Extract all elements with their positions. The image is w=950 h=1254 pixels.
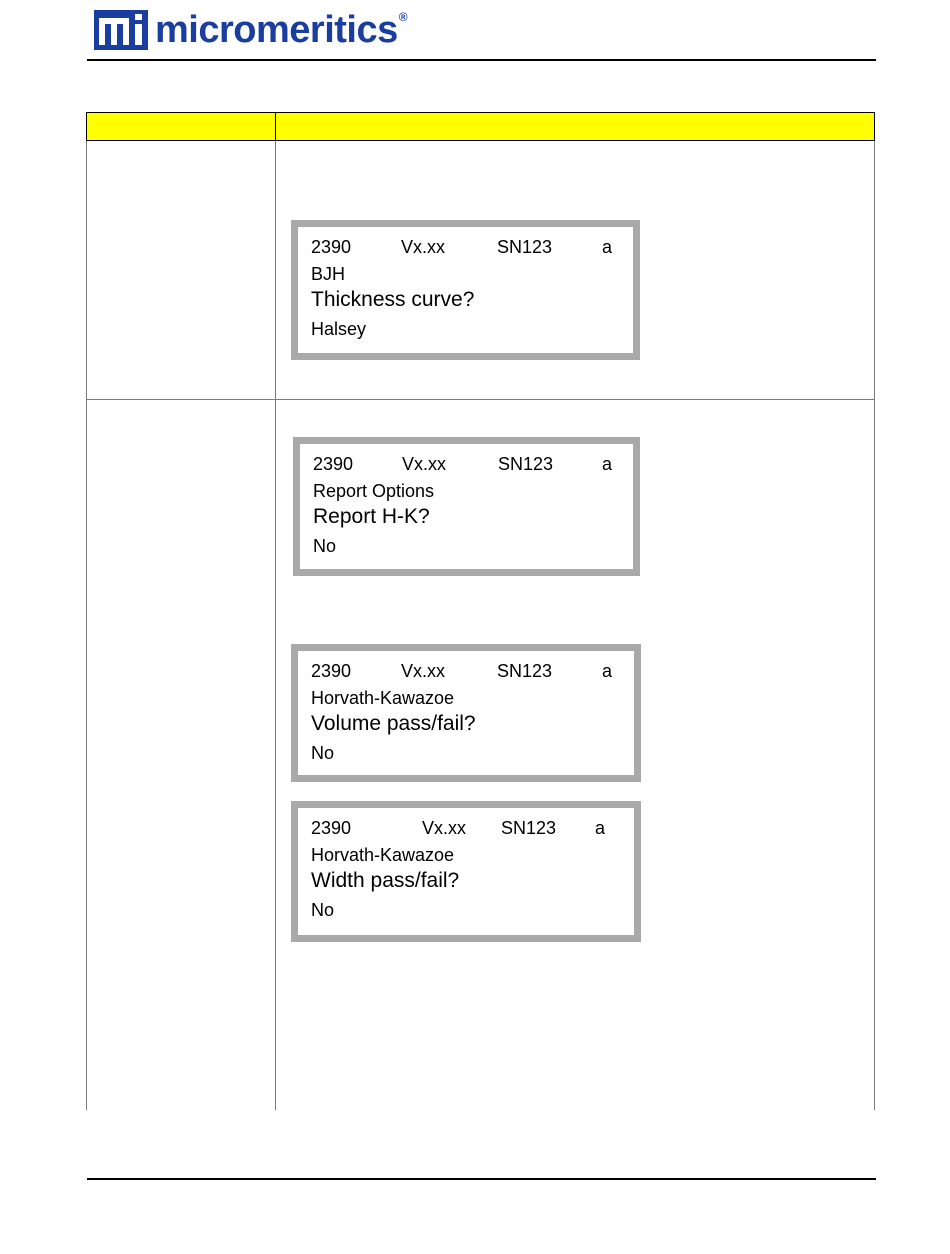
table-header-cell-field [86, 112, 276, 141]
lcd-prompt-line: Thickness curve? [311, 288, 475, 311]
logo-wordmark: micromeritics® [155, 9, 408, 51]
lcd-screen-report-options: 2390 Vx.xx SN123 a Report Options Report H-K? No [293, 437, 640, 576]
lcd-context-line: Report Options [313, 481, 435, 501]
table-border-right [874, 141, 875, 1110]
lcd-context-line: Horvath-Kawazoe [311, 688, 455, 708]
lcd-context-line: Horvath-Kawazoe [311, 845, 455, 865]
prompt-table [86, 112, 875, 1112]
logo-mark-icon [94, 10, 148, 50]
lcd-prompt-line: Width pass/fail? [311, 869, 460, 892]
lcd-screen-hk-volume: 2390 Vx.xx SN123 a Horvath-Kawazoe Volume pass/fail? No [291, 644, 641, 782]
lcd-context-line: BJH [311, 264, 346, 284]
lcd-value-line: Halsey [311, 319, 367, 339]
table-header-cell-description [275, 112, 875, 141]
lcd-screen-bjh: 2390 Vx.xx SN123 a BJH Thickness curve? Halsey [291, 220, 640, 360]
lcd-prompt-line: Report H-K? [313, 505, 430, 528]
footer-rule [87, 1178, 876, 1180]
table-border-left [86, 141, 87, 1110]
lcd-screen-hk-width: 2390 Vx.xx SN123 a Horvath-Kawazoe Width pass/fail? No [291, 801, 641, 942]
table-column-divider [275, 141, 276, 1110]
company-logo [94, 9, 407, 51]
lcd-prompt-line: Volume pass/fail? [311, 712, 476, 735]
lcd-value-line: No [311, 743, 335, 763]
table-row-divider [86, 399, 875, 400]
lcd-value-line: No [313, 536, 337, 556]
lcd-value-line: No [311, 900, 335, 920]
header-rule [87, 59, 876, 61]
